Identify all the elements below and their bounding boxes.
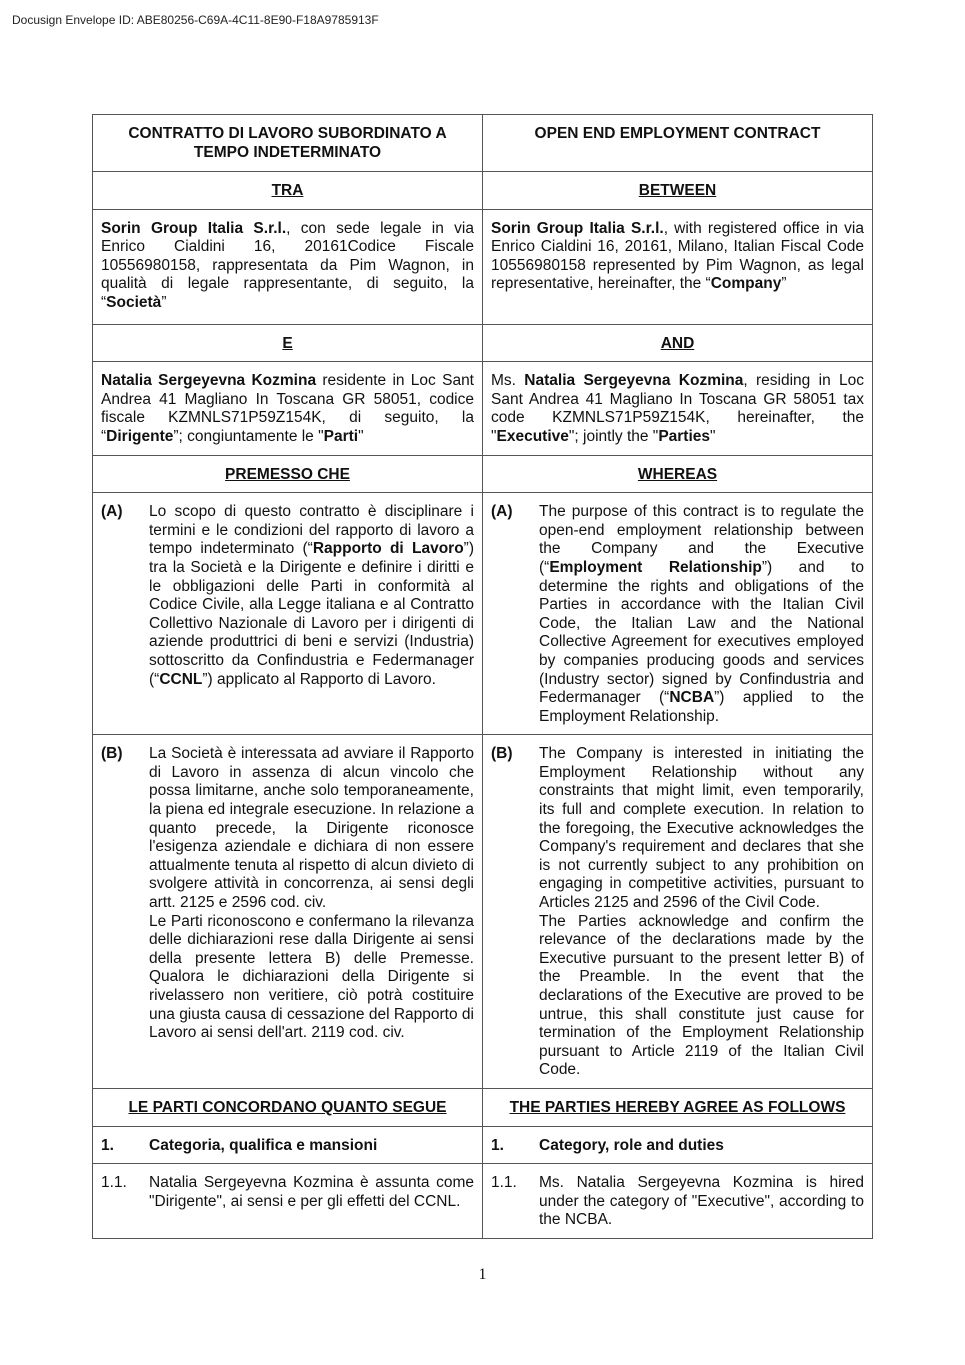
recital-b-label-it: (B)	[101, 745, 123, 763]
recital-b-para2-en: The Parties acknowledge and confirm the relevance of the declarations made by the Executive pursuant to the present letter B) of the Preamble. In the event that the declarations of the Executive are proved to be untrue, this shall constitute just cause for termination of the Employment Relationship pursuant to Article 2119 of the Italian Civil Code.	[539, 912, 864, 1079]
between-it: TRA	[271, 182, 304, 199]
executive-name-it: Natalia Sergeyevna Kozmina	[101, 372, 317, 390]
executive-text-en: , residing in Loc Sant Andrea 41 Magliano In Toscana GR 58051 tax code KZMNLS71P59Z154K, hereinafter, the "	[491, 372, 864, 445]
company-def-en: Company	[710, 275, 782, 293]
recital-b-en	[483, 735, 873, 1089]
clause-1-1-text-en: Ms. Natalia Sergeyevna Kozmina is hired under the category of "Executive", according to the NCBA.	[539, 1174, 864, 1229]
section-1-it	[93, 1126, 483, 1164]
recital-a-text2-it: ”) tra la Società e la Dirigente e definire i diritti e le obbligazioni delle Parti in conformità al Codice Civile, alla Legge italiana e al Contratto Collettivo Nazionale di Lavoro per i dirigenti di aziende produttrici di beni e servizi (Industria) sottoscritto da Confindustria e Federmanager (“	[149, 540, 474, 688]
recital-a-def1-en: Employment Relationship	[549, 558, 762, 576]
executive-text2-it: ”; congiuntamente le "	[173, 427, 324, 445]
executive-text3-en: "	[710, 427, 716, 445]
section-1-en	[483, 1126, 873, 1164]
executive-prefix-en: Ms.	[491, 372, 525, 390]
executive-text3-it: "	[358, 427, 364, 445]
executive-def1-it: Dirigente	[106, 427, 174, 445]
recital-a-label-en: (A)	[491, 503, 513, 521]
clause-1-1-en	[483, 1164, 873, 1239]
recital-b-para2-it: Le Parti riconoscono e confermano la rilevanza delle dichiarazioni rese dalla Dirigente ai sensi della presente lettera B) delle Premesse. Qualora le dichiarazioni della Dirigente si rivelassero non veritiere, ciò potrà costituire una giusta causa di cessazione del Rapporto di Lavoro ai sensi dell'art. 2119 cod. civ.	[149, 912, 474, 1042]
executive-it	[93, 362, 483, 455]
title-row	[93, 115, 873, 172]
company-def-it: Società	[106, 293, 162, 311]
company-text-it: , con sede legale in via Enrico Cialdini 16, 20161Codice Fiscale 10556980158, rappresentata da Pim Wagnon, in qualità di legale rappresentante, di seguito, la “	[101, 219, 474, 311]
section-1-row	[93, 1126, 873, 1164]
executive-def2-en: Parties	[658, 427, 711, 445]
recital-b-row	[93, 735, 873, 1089]
company-name-it: Sorin Group Italia S.r.l.	[101, 219, 287, 237]
clause-1-1-text-it: Natalia Sergeyevna Kozmina è assunta come "Dirigente", ai sensi e per gli effetti del CCNL.	[149, 1174, 474, 1210]
recital-a-text3-en: ”) applied to the Employment Relationship.	[539, 689, 864, 725]
and-en: AND	[660, 334, 695, 352]
clause-1-1-num-en: 1.1.	[491, 1174, 517, 1192]
company-row	[93, 209, 873, 324]
title-it: CONTRATTO DI LAVORO SUBORDINATO A TEMPO INDETERMINATO	[93, 115, 483, 172]
executive-def2-it: Parti	[323, 427, 359, 445]
recital-b-label-en: (B)	[491, 745, 513, 763]
company-name-en: Sorin Group Italia S.r.l.	[491, 219, 664, 237]
recital-b-para1-en: The Company is interested in initiating the Employment Relationship without any constraints that might limit, even temporarily, its full and complete execution. In relation to the foregoing, the Executive acknowledges the Company's requirement and declares that she is not currently subject to any prohibition on engaging in competitive activities, pursuant to Articles 2125 and 2596 of the Civil Code.	[539, 745, 864, 912]
between-row	[93, 172, 873, 210]
recital-b-para1-it: La Società è interessata ad avviare il Rapporto di Lavoro in assenza di alcun vincolo che possa limitarne, anche solo temporaneamente, la piena ed integrale esecuzione. In relazione a quanto precede, la Dirigente riconosce l'esigenza aziendale e dichiara di non essere attualmente tenuta al rispetto di alcun divieto di svolgere attività in concorrenza, ai sensi degli artt. 2125 e 2596 cod. civ.	[149, 745, 474, 912]
recital-a-row	[93, 493, 873, 735]
recital-a-text2-en: ”) and to determine the rights and obligations of the Parties in accordance with the Italian Civil Code, the Italian Law and the National Collective Agreement for executives employed by companies producing goods and services (Industry sector) signed by Confindustria and Federmanager (“	[539, 558, 864, 707]
whereas-en: WHEREAS	[637, 465, 718, 483]
page-number: 1	[478, 1266, 487, 1283]
company-text-en: , with registered office in via Enrico Cialdini 16, 20161, Milano, Italian Fiscal Code 10556980158 represented by Pim Wagnon, as legal representative, hereinafter, the “	[491, 219, 864, 293]
company-text2-it: ”	[161, 293, 167, 311]
company-en	[483, 209, 873, 324]
whereas-it: PREMESSO CHE	[225, 465, 350, 483]
title-en: OPEN END EMPLOYMENT CONTRACT	[483, 115, 873, 172]
clause-1-1-it	[93, 1164, 483, 1239]
executive-row	[93, 362, 873, 455]
executive-def1-en: Executive	[496, 427, 569, 445]
clause-1-1-num-it: 1.1.	[101, 1174, 127, 1192]
section-1-title-en: Category, role and duties	[539, 1136, 724, 1154]
whereas-row	[93, 455, 873, 493]
and-row	[93, 324, 873, 362]
recital-a-text1-it: Lo scopo di questo contratto è disciplinare i termini e le condizioni del rapporto di lavoro a tempo indeterminato (“	[149, 503, 474, 558]
envelope-id: Docusign Envelope ID: ABE80256-C69A-4C11-8E90-F18A9785913F	[12, 13, 379, 27]
between-en: BETWEEN	[638, 182, 717, 199]
agree-row	[93, 1088, 873, 1126]
recital-a-text1-en: The purpose of this contract is to regulate the open-end employment relationship between the Company and the Executive (“	[539, 503, 864, 576]
executive-name-en: Natalia Sergeyevna Kozmina	[524, 372, 744, 390]
section-1-num-en: 1.	[491, 1136, 504, 1154]
recital-a-text3-it: ”) applicato al Rapporto di Lavoro.	[202, 670, 436, 688]
recital-a-en	[483, 493, 873, 735]
agree-en: THE PARTIES HEREBY AGREE AS FOLLOWS	[509, 1098, 846, 1116]
recital-a-it	[93, 493, 483, 735]
recital-a-def2-it: CCNL	[159, 670, 203, 688]
agree-it: LE PARTI CONCORDANO QUANTO SEGUE	[128, 1098, 447, 1116]
executive-en	[483, 362, 873, 455]
clause-1-1-row	[93, 1164, 873, 1239]
section-1-num-it: 1.	[101, 1136, 114, 1154]
executive-text2-en: "; jointly the "	[568, 427, 659, 445]
section-1-title-it: Categoria, qualifica e mansioni	[149, 1136, 378, 1154]
executive-text-it: residente in Loc Sant Andrea 41 Magliano In Toscana GR 58051, codice fiscale KZMNLS71P59Z154K, di seguito, la “	[101, 372, 474, 445]
recital-b-it	[93, 735, 483, 1089]
company-it	[93, 209, 483, 324]
recital-a-def2-en: NCBA	[669, 689, 715, 707]
contract-table	[92, 114, 873, 1239]
recital-a-def1-it: Rapporto di Lavoro	[312, 540, 464, 558]
company-text2-en: ”	[781, 275, 787, 293]
recital-a-label-it: (A)	[101, 503, 123, 521]
and-it: E	[282, 334, 293, 352]
